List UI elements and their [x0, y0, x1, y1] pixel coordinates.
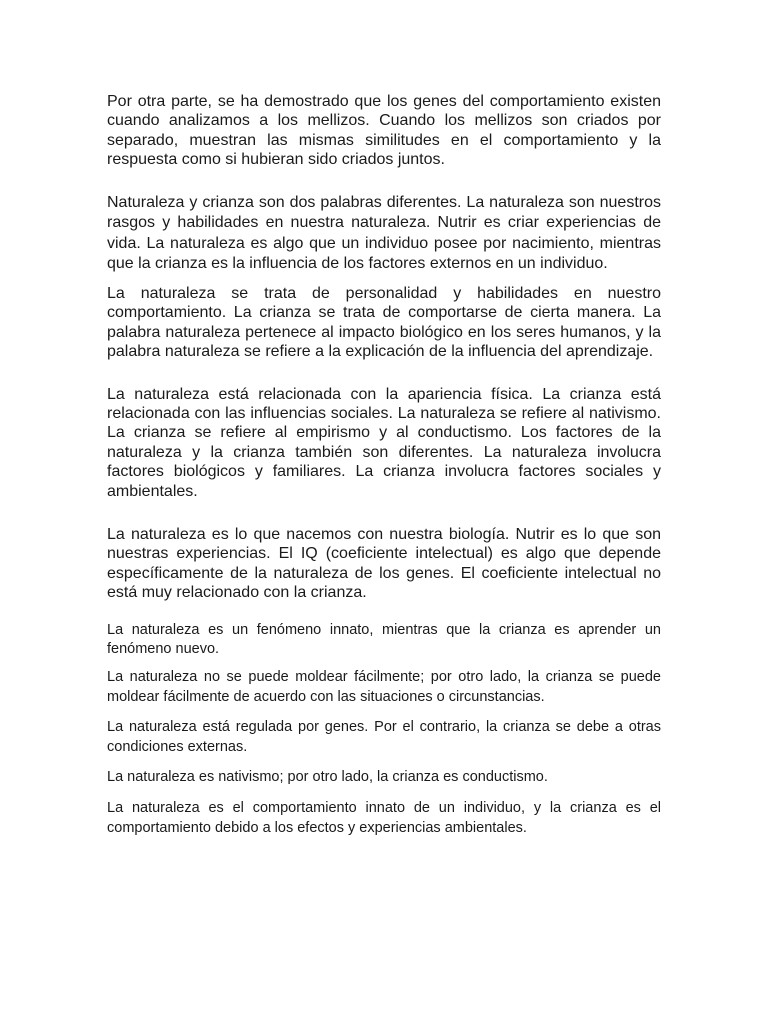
paragraph: La naturaleza está relacionada con la apariencia física. La crianza está relacionada con las influencias sociales. La naturaleza se refiere al nativismo. La crianza se refiere al empirismo y al conductismo. Los factores de la naturaleza y la crianza también son diferentes. La naturaleza involucra factores biológicos y familiares. La crianza involucra factores sociales y ambientales.: [107, 385, 661, 500]
paragraph: Naturaleza y crianza son dos palabras diferentes. La naturaleza son nuestros rasgos y habilidades en nuestra naturaleza. Nutrir es criar experiencias de vida. La naturaleza es algo que un individuo posee por nacimiento, mientras que la crianza es la influencia de los factores externos en un individuo.: [107, 193, 661, 273]
paragraph: La naturaleza no se puede moldear fácilmente; por otro lado, la crianza se puede moldear fácilmente de acuerdo con las situaciones o circunstancias.: [107, 669, 661, 706]
paragraph: La naturaleza se trata de personalidad y habilidades en nuestro comportamiento. La crianza se trata de comportarse de cierta manera. La palabra naturaleza pertenece al impacto biológico en los seres humanos, y la palabra naturaleza se refiere a la explicación de la influencia del aprendizaje.: [107, 285, 661, 361]
paragraph: La naturaleza es un fenómeno innato, mientras que la crianza es aprender un fenómeno nuevo.: [107, 621, 661, 658]
paragraph: La naturaleza es lo que nacemos con nuestra biología. Nutrir es lo que son nuestras experiencias. El IQ (coeficiente intelectual) es algo que depende específicamente de la naturaleza de los genes. El coeficiente intelectual no está muy relacionado con la crianza.: [107, 526, 661, 602]
paragraph: La naturaleza está regulada por genes. Por el contrario, la crianza se debe a otras condiciones externas.: [107, 718, 661, 755]
document-body: [107, 92, 661, 839]
paragraph: Por otra parte, se ha demostrado que los genes del comportamiento existen cuando analizamos a los mellizos. Cuando los mellizos son criados por separado, muestran las mismas similitudes en el comportamiento y la respuesta como si hubieran sido criados juntos.: [107, 93, 661, 169]
paragraph: La naturaleza es el comportamiento innato de un individuo, y la crianza es el comportamiento debido a los efectos y experiencias ambientales.: [107, 800, 661, 837]
paragraph: La naturaleza es nativismo; por otro lado, la crianza es conductismo.: [107, 769, 548, 786]
